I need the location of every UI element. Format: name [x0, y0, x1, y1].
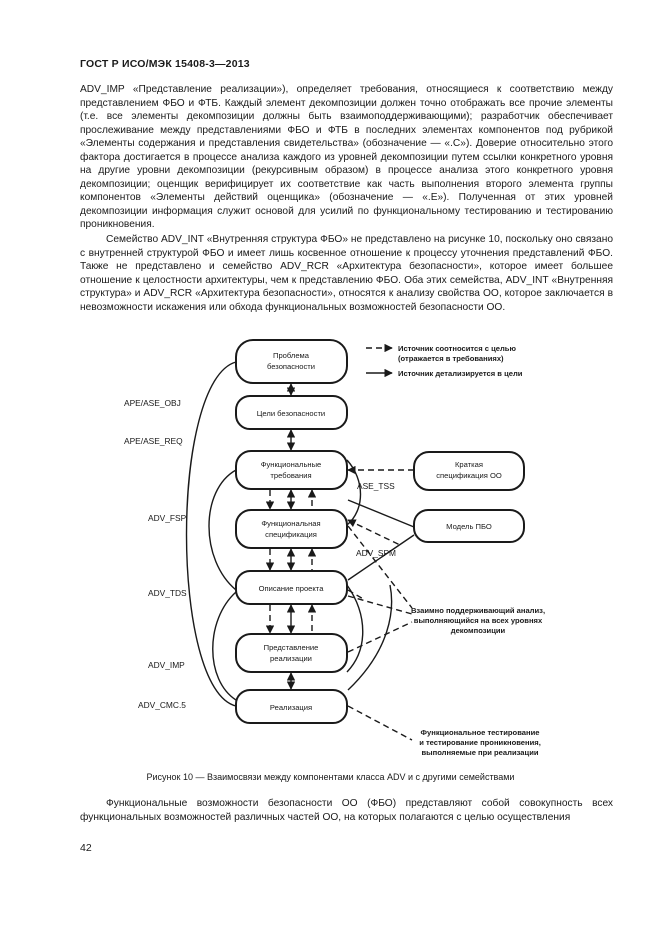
svg-text:безопасности: безопасности — [266, 362, 316, 371]
paragraph-3: Функциональные возможности безопасности ОО (ФБО) представляют собой совокупность всех функциональных возможностей различных частей ОО, на которых полагаются с целью осуществления — [80, 798, 613, 823]
svg-text:Модель ПБО: Модель ПБО — [446, 522, 492, 531]
note-testing-l1: Функциональное тестирование — [420, 728, 540, 737]
box-design — [236, 571, 347, 604]
conn-spm-dashed — [348, 520, 400, 545]
label-ape-obj: APE/ASE_OBJ — [124, 398, 181, 408]
testing-line-2 — [348, 590, 365, 600]
note-mutual-l3: декомпозиции — [450, 626, 506, 635]
label-adv-cmc: ADV_CMC.5 — [138, 700, 186, 710]
svg-text:Проблема: Проблема — [272, 351, 310, 360]
svg-text:Краткая: Краткая — [454, 460, 484, 469]
label-adv-spm: ADV_SPM — [356, 548, 397, 558]
legend-dashed-l2: (отражается в требованиях) — [398, 354, 504, 363]
conn-summary-spec — [348, 500, 414, 527]
testing-line — [348, 706, 412, 740]
box-problem — [236, 340, 347, 383]
note-testing-l3: выполняемые при реализации — [421, 748, 539, 757]
note-testing-l2: и тестирование проникновения, — [419, 738, 541, 747]
svg-text:Цели безопасности: Цели безопасности — [256, 409, 326, 418]
figure-caption: Рисунок 10 — Взаимосвязи между компонентами класса ADV и с другими семействами — [146, 772, 515, 782]
box-requirements — [236, 451, 347, 489]
svg-text:Представление: Представление — [263, 643, 319, 652]
svg-text:спецификация: спецификация — [265, 530, 317, 539]
label-adv-imp: ADV_IMP — [148, 660, 185, 670]
box-tsp-model — [414, 510, 524, 542]
label-adv-fsp: ADV_FSP — [148, 513, 187, 523]
document-header: ГОСТ Р ИСО/МЭК 15408-3—2013 — [80, 58, 250, 70]
paragraph-1: ADV_IMP «Представление реализации»), определяет требования, относящиеся к соответствию между представлением ФБО и ФТБ. Каждый элемент декомпозиции должен точно отображать все прочие элементы (т.е. все элементы декомпозиции должны быть взаимоподдерживающими); разработчик обеспечивает прослеживание между представлениями ФБО и ФТБ в последних элементах компонентов под рубрикой «Элементы содержания и представления свидетельства» (обозначение — «.C»). Доверие относительно этого фактора достигается в процессе анализа каждого из уровней декомпозиции путем ссылки конкретного уровня на другие уровни декомпозиции (рекурсивным образом) в процессе анализа этого конкретного уровня декомпозиции; оценщик верифицирует их соответствие как часть выполнения второго элемента группы компонентов «Элементы действий оценщика» (обозначение — «.E»). Полученная от этих уровней декомпозиции информация служит основой для усилий по функциональному тестированию и тестированию проникновения. — [80, 84, 613, 230]
box-implementation-repr — [236, 634, 347, 672]
svg-text:Функциональная: Функциональная — [261, 519, 321, 528]
box-implementation — [236, 690, 347, 723]
box-toe-summary — [414, 452, 524, 490]
paragraph-2: Семейство ADV_INT «Внутренняя структура ФБО» не представлено на рисунке 10, поскольку оно связано с внутренней структурой ФБО и имеет лишь косвенное отношение к процессу уточнения представлений ФБО. Также не представлено и семейство ADV_RCR «Архитектура безопасности», которое имеет большее отношение к целостности архитектуры, чем к представлению ФБО. Оба этих семейства, ADV_INT «Внутренняя структура» и ADV_RCR «Архитектура безопасности», относятся к анализу свойства ОО, которое заключается в невозможности искажения или обхода функциональных возможностей безопасности ОО. — [80, 234, 613, 313]
legend-dashed-l1: Источник соотносится с целью — [398, 344, 516, 353]
right-arc-3 — [348, 585, 392, 690]
box-functional-spec — [236, 510, 347, 548]
note-mutual-l2: выполняющийся на всех уровнях — [413, 616, 543, 625]
svg-text:спецификация ОО: спецификация ОО — [436, 471, 502, 480]
svg-text:Реализация: Реализация — [269, 703, 313, 712]
label-ase-tss: ASE_TSS — [357, 481, 395, 491]
label-adv-tds: ADV_TDS — [148, 588, 187, 598]
svg-text:Описание проекта: Описание проекта — [258, 584, 324, 593]
note-mutual-l1: Взаимно поддерживающий анализ, — [410, 606, 546, 615]
box-objectives — [236, 396, 347, 429]
left-arc-outer — [187, 362, 237, 706]
left-arc-inner — [209, 470, 236, 590]
left-arc-inner-2 — [213, 592, 236, 700]
svg-text:требования: требования — [270, 471, 312, 480]
label-ape-req: APE/ASE_REQ — [124, 436, 183, 446]
page-number: 42 — [80, 842, 92, 854]
legend-solid: Источник детализируется в цели — [398, 369, 523, 378]
svg-text:Функциональные: Функциональные — [260, 460, 322, 469]
svg-text:реализации: реализации — [270, 654, 312, 663]
